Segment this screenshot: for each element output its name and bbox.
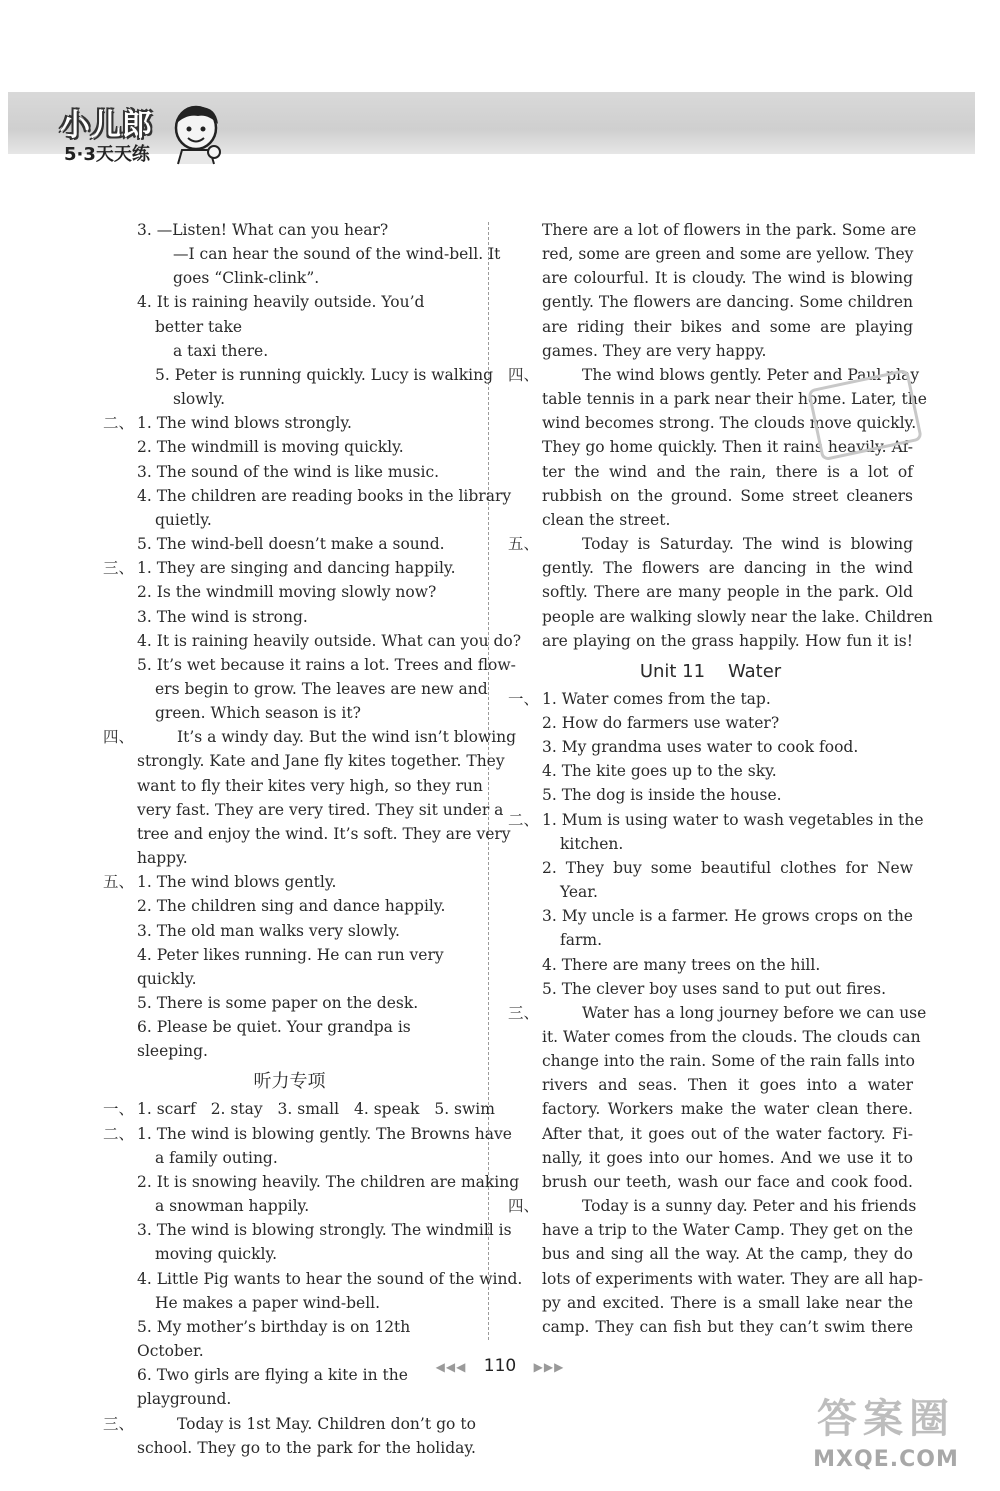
text-line: nally, it goes into our homes. And we use it to xyxy=(542,1148,913,1167)
answer-item: 4. There are many trees on the hill. xyxy=(542,955,821,974)
text-line: school. They go to the park for the holiday. xyxy=(137,1438,476,1457)
text-line: rivers and seas. Then it goes into a water xyxy=(542,1076,913,1095)
passage xyxy=(137,725,517,870)
text-line: a snowman happily. xyxy=(155,1197,310,1216)
text-line: bus and sing all the way. At the camp, they do xyxy=(542,1245,913,1264)
page-number: 110 xyxy=(483,1356,517,1376)
answer-item: 5. The dog is inside the house. xyxy=(542,786,782,805)
answer-item: 1. The wind blows strongly. xyxy=(137,414,352,433)
section-label: 四、 xyxy=(508,365,540,384)
answer-item: 2. How do farmers use water? xyxy=(542,713,780,732)
answer-word: 1. scarf xyxy=(137,1100,196,1119)
text-line: They go home quickly. Then it rains heavily. Af- xyxy=(542,438,913,457)
text-line: gently. The flowers are dancing in the wind xyxy=(542,559,913,578)
text-line: farm. xyxy=(560,931,603,950)
unit-section-4 xyxy=(508,1194,923,1339)
passage xyxy=(137,1412,476,1460)
section-label: 四、 xyxy=(103,728,135,747)
listening-section-3-continued xyxy=(508,218,917,363)
text-line: a taxi there. xyxy=(173,341,269,360)
text-line: 5. Peter is running quickly. Lucy is walking xyxy=(155,365,493,384)
next-arrows-icon: ▶▶▶ xyxy=(533,1360,565,1374)
text-line: Today is Saturday. The wind is blowing xyxy=(582,535,913,554)
text-line: Today is a sunny day. Peter and his friends xyxy=(582,1197,917,1216)
text-line: There are a lot of flowers in the park. Some are xyxy=(542,221,917,239)
text-line: games. They are very happy. xyxy=(542,341,767,360)
answer-item: 2. The windmill is moving quickly. xyxy=(137,438,404,457)
unit-section-1 xyxy=(508,687,913,808)
answer-item xyxy=(137,363,493,411)
text-line: happy. xyxy=(137,849,188,868)
answer-item: 4. Little Pig wants to hear the sound of the wind. xyxy=(137,1269,523,1288)
section-label: 三、 xyxy=(103,1414,135,1433)
answer-item: 1. The wind is blowing gently. The Browns have xyxy=(137,1124,512,1143)
text-line: Water has a long journey before we can use xyxy=(582,1003,927,1022)
text-line: After that, it goes out of the water factory. Fi- xyxy=(542,1124,913,1143)
text-line: are riding their bikes and some are playing xyxy=(542,317,913,336)
section-4 xyxy=(103,725,517,870)
watermark-title: 答案圈 xyxy=(817,1396,955,1442)
text-line: kitchen. xyxy=(560,834,624,853)
answer-item: 1. Mum is using water to wash vegetables in the xyxy=(542,810,924,829)
section-label: 四、 xyxy=(508,1197,540,1216)
text-line: people are walking slowly near the lake. Children xyxy=(542,607,933,626)
text-line: 4. It is raining heavily outside. You’d better take xyxy=(137,293,425,336)
text-line: change into the rain. Some of the rain falls into xyxy=(542,1052,915,1071)
logo-title: 小儿郎 xyxy=(60,108,153,143)
section-label: 三、 xyxy=(103,559,135,578)
section-2 xyxy=(103,411,512,556)
listening-section-1 xyxy=(103,1097,495,1121)
stamp-mark-icon xyxy=(805,360,925,470)
watermark-url: MXQE.COM xyxy=(813,1447,959,1472)
text-line: green. Which season is it? xyxy=(155,704,361,723)
answer-word: 3. small xyxy=(277,1100,340,1119)
section-5 xyxy=(103,870,476,1063)
answer-item: 6. Please be quiet. Your grandpa is sleeping. xyxy=(137,1018,411,1061)
section-label: 二、 xyxy=(103,1124,135,1143)
text-line: brush our teeth, wash our face and cook food. xyxy=(542,1172,913,1191)
text-line: lots of experiments with water. They are all hap- xyxy=(542,1269,923,1288)
answer-item: 2. Is the windmill moving slowly now? xyxy=(137,583,437,602)
section-label: 三、 xyxy=(508,1003,540,1022)
text-line: —I can hear the sound of the wind-bell. It xyxy=(173,245,501,264)
unit-heading: Unit 11 Water xyxy=(639,660,782,682)
section-1-continued xyxy=(103,218,501,411)
unit-section-3 xyxy=(508,1001,927,1194)
listening-section-3 xyxy=(103,1412,476,1460)
listening-heading: 听力专项 xyxy=(253,1071,326,1093)
answer-item: 2. It is snowing heavily. The children are making xyxy=(137,1172,520,1191)
text-line: red, some are green and some are yellow. They xyxy=(542,245,914,264)
passage xyxy=(542,1194,923,1339)
text-line: are playing on the grass happily. How fun it is! xyxy=(542,631,913,650)
passage xyxy=(542,1001,927,1194)
text-line: softly. There are many people in the park. Old xyxy=(542,583,913,602)
text-line: slowly. xyxy=(173,390,226,409)
answer-item: 3. The sound of the wind is like music. xyxy=(137,462,440,481)
section-label: 一、 xyxy=(103,1100,135,1119)
section-label: 二、 xyxy=(103,414,135,433)
watermark xyxy=(796,1391,976,1481)
answer-item: 2. They buy some beautiful clothes for New xyxy=(542,858,913,877)
answer-item: 5. The clever boy uses sand to put out fires. xyxy=(542,979,886,998)
answer-item xyxy=(137,290,476,362)
answer-item: 5. My mother’s birthday is on 12th October. xyxy=(137,1317,411,1361)
answer-item: 6. Two girls are flying a kite in the playground. xyxy=(137,1366,408,1409)
answer-item: 5. There is some paper on the desk. xyxy=(137,994,419,1012)
text-line: He makes a paper wind-bell. xyxy=(155,1293,381,1312)
answer-item: 1. Water comes from the tap. xyxy=(542,689,771,708)
logo-subtitle: 5·3天天练 xyxy=(64,144,150,165)
listening-section-5 xyxy=(508,532,933,653)
text-line: a family outing. xyxy=(155,1148,278,1167)
answer-word: 5. swim xyxy=(434,1100,495,1119)
answer-item: 1. They are singing and dancing happily. xyxy=(137,559,456,578)
section-label: 五、 xyxy=(508,535,540,554)
passage xyxy=(542,532,933,653)
answer-word: 2. stay xyxy=(210,1100,263,1119)
answer-item: 5. The wind-bell doesn’t make a sound. xyxy=(137,535,445,554)
unit-section-2 xyxy=(508,808,924,1001)
text-line: factory. Workers make the water clean there. xyxy=(542,1100,913,1119)
section-label: 一、 xyxy=(508,689,540,708)
text-line: The wind blows gently. Peter and Paul play xyxy=(582,365,920,384)
answer-item: 4. Peter likes running. He can run very quickly. xyxy=(137,945,444,988)
section-label: 二、 xyxy=(508,810,540,829)
text-line: 3. —Listen! What can you hear? xyxy=(137,221,389,239)
text-line: have a trip to the Water Camp. They get on the xyxy=(542,1221,913,1240)
mascot-icon xyxy=(168,102,224,166)
page-footer xyxy=(0,1356,1000,1376)
answer-item xyxy=(137,218,501,290)
text-line: are colourful. It is cloudy. The wind is blowing xyxy=(542,269,913,288)
text-line: Year. xyxy=(560,883,598,902)
section-label: 五、 xyxy=(103,873,135,892)
answer-item: 4. The kite goes up to the sky. xyxy=(542,762,777,781)
text-line: very fast. They are very tired. They sit under a xyxy=(137,800,504,819)
answer-item: 2. The children sing and dance happily. xyxy=(137,897,446,916)
text-line: strongly. Kate and Jane fly kites together. They xyxy=(137,752,505,771)
text-line: tree and enjoy the wind. It’s soft. They are very xyxy=(137,824,511,843)
answer-item: 4. The children are reading books in the library xyxy=(137,486,512,505)
text-line: quietly. xyxy=(155,510,212,529)
answer-item: 3. My grandma uses water to cook food. xyxy=(542,738,859,757)
passage xyxy=(542,218,917,363)
text-line: rubbish on the ground. Some street cleaners xyxy=(542,486,913,505)
text-line: goes “Clink-clink”. xyxy=(173,269,320,288)
logo xyxy=(50,100,230,172)
text-line: py and excited. There is a small lake near the xyxy=(542,1293,913,1312)
text-line: clean the street. xyxy=(542,510,671,529)
text-line: it. Water comes from the clouds. The clouds can xyxy=(542,1028,921,1046)
text-line: gently. The flowers are dancing. Some children xyxy=(542,293,913,312)
section-3 xyxy=(103,556,522,725)
answer-item: 3. The wind is blowing strongly. The windmill is xyxy=(137,1221,512,1240)
answer-item: 3. The old man walks very slowly. xyxy=(137,921,400,940)
text-line: camp. They can fish but they can’t swim there xyxy=(542,1317,913,1336)
answer-word: 4. speak xyxy=(354,1100,420,1119)
answer-item: 3. My uncle is a farmer. He grows crops on the xyxy=(542,907,913,926)
answer-item: 5. It’s wet because it rains a lot. Trees and flow- xyxy=(137,655,516,674)
text-line: It’s a windy day. But the wind isn’t blowing xyxy=(177,728,517,747)
prev-arrows-icon: ◀◀◀ xyxy=(435,1360,467,1374)
text-line: want to fly their kites very high, so they run xyxy=(137,776,483,795)
text-line: table tennis in a park near their home. Later, the xyxy=(542,390,927,409)
text-line: wind becomes strong. The clouds move quickly. xyxy=(542,414,917,433)
text-line: Today is 1st May. Children don’t go to xyxy=(177,1414,476,1433)
answer-item: 1. The wind blows gently. xyxy=(137,873,337,892)
text-line: ter the wind and the rain, there is a lot of xyxy=(542,462,913,481)
text-line: moving quickly. xyxy=(155,1245,278,1264)
text-line: ers begin to grow. The leaves are new and xyxy=(155,679,488,698)
answer-item: 3. The wind is strong. xyxy=(137,607,308,626)
answer-item: 4. It is raining heavily outside. What can you do? xyxy=(137,631,522,650)
